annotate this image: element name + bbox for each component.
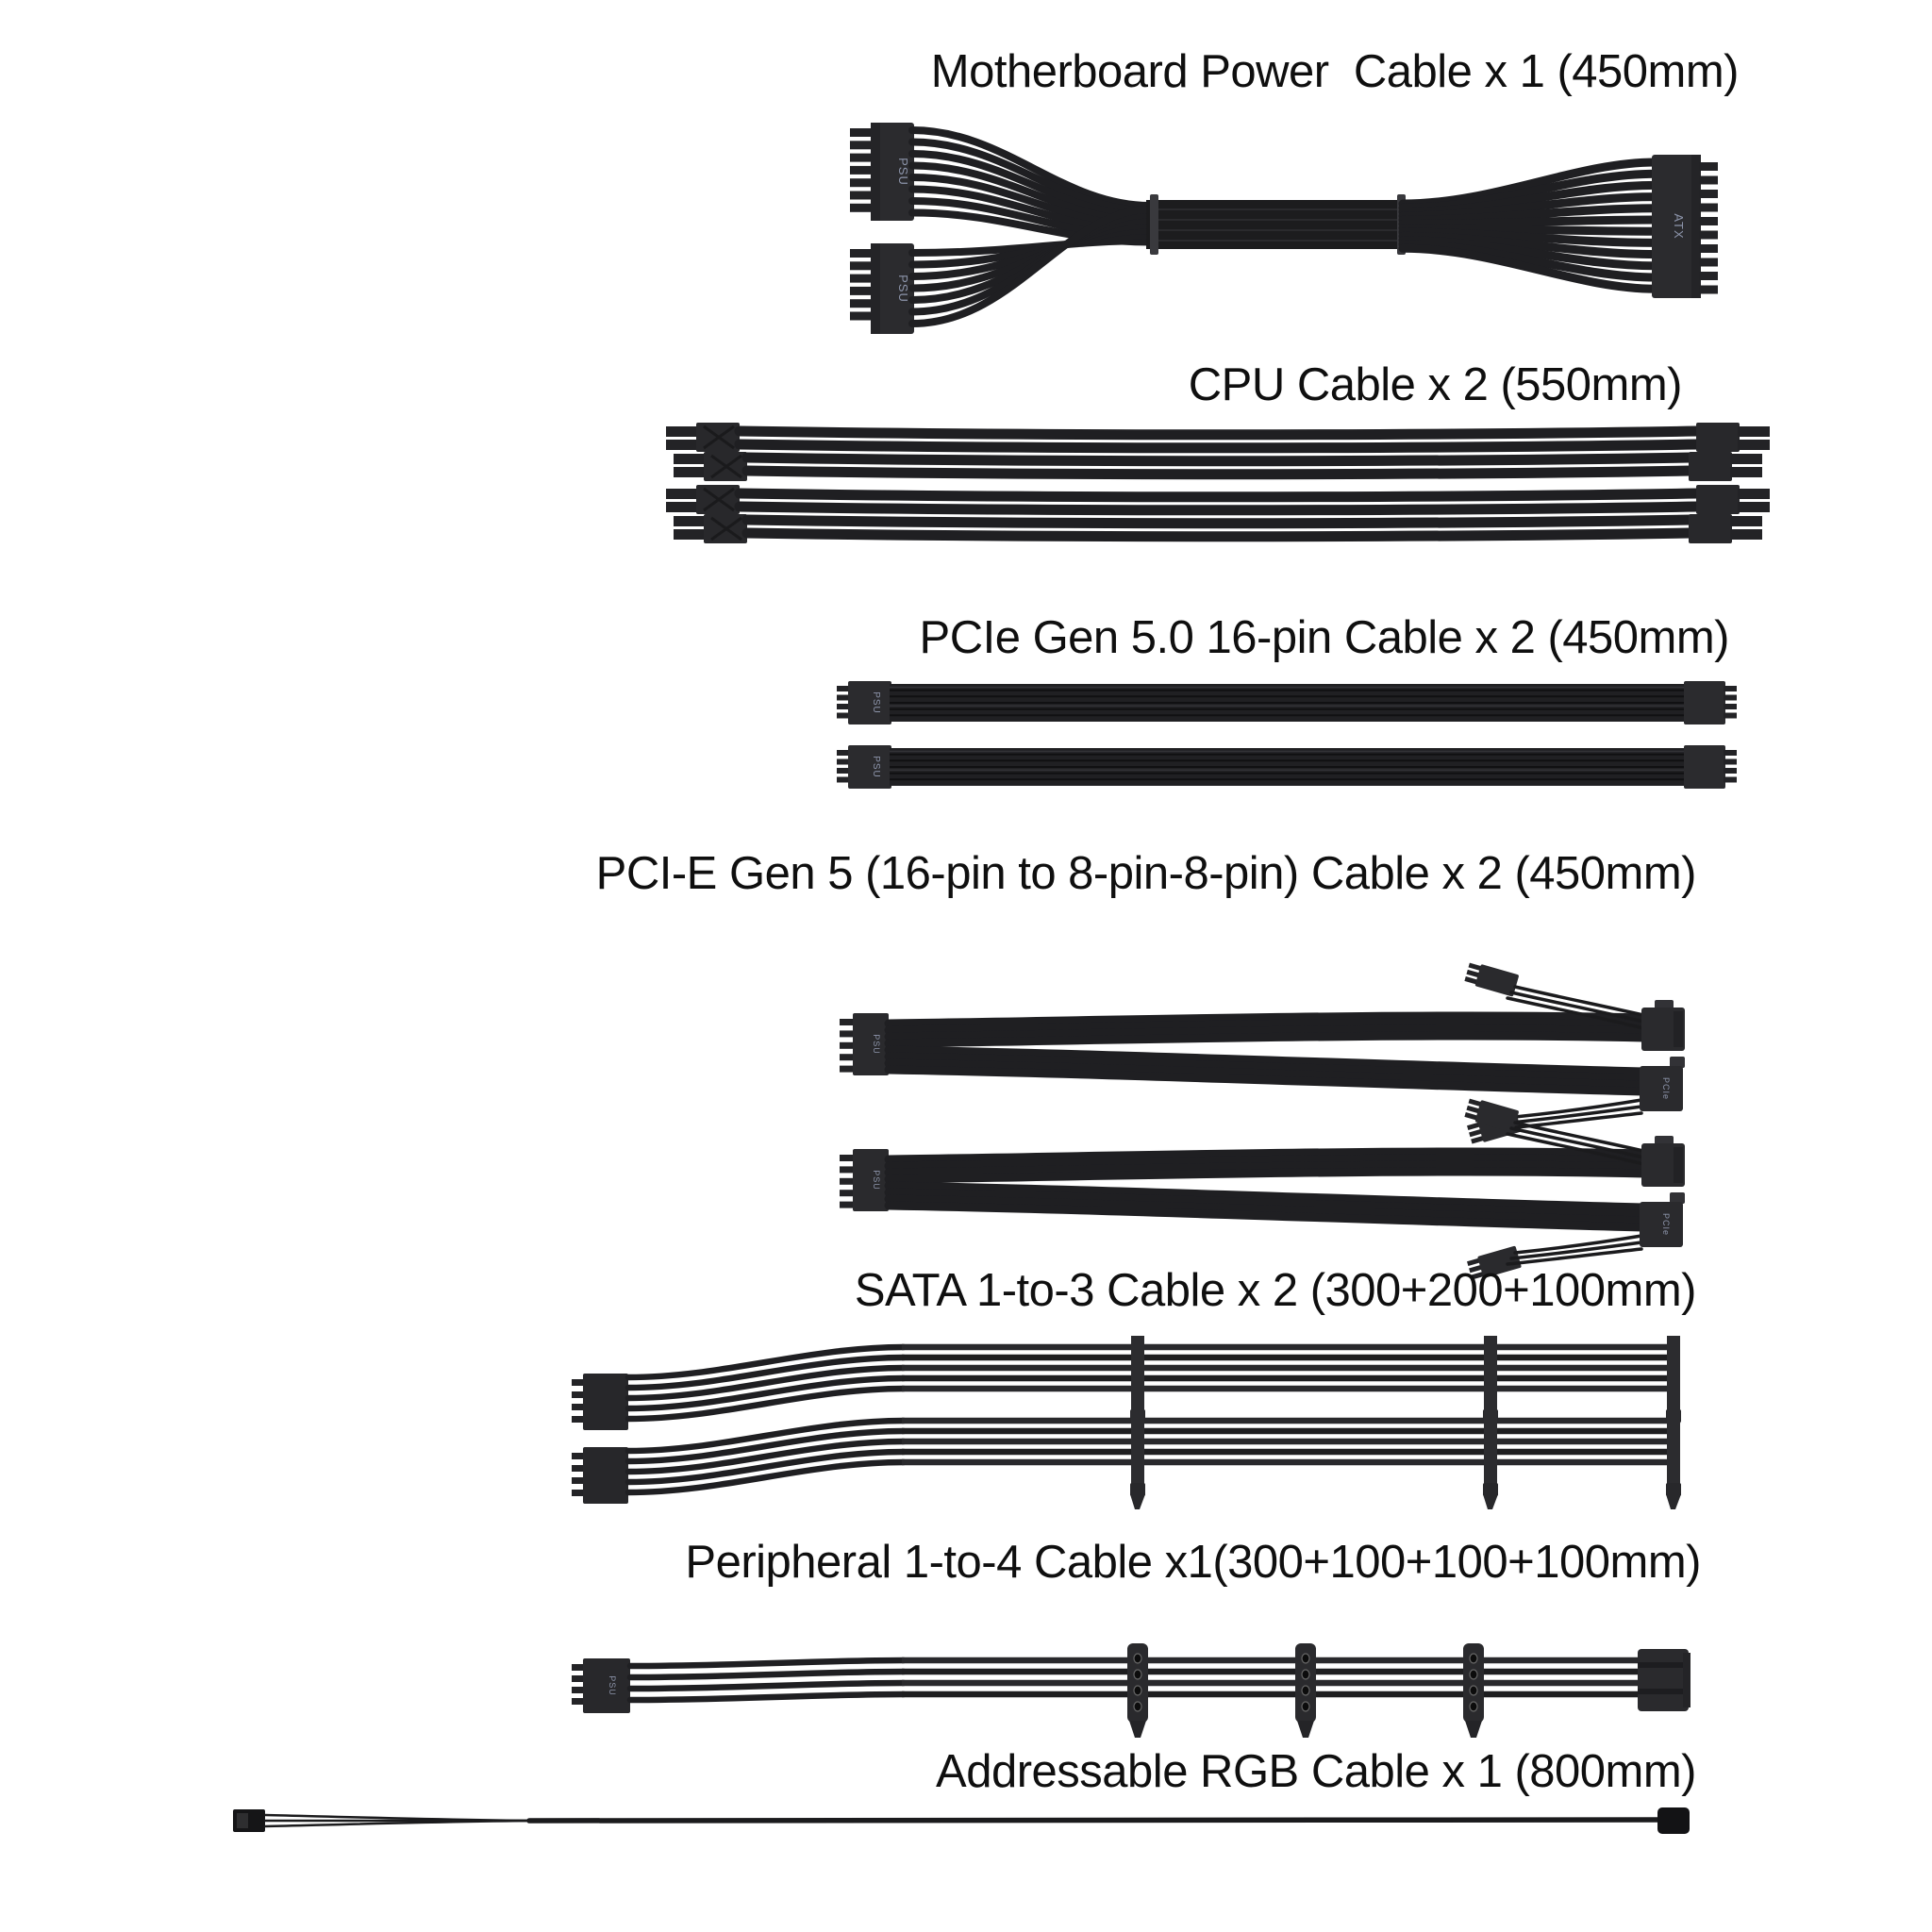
argb-connector-right (1657, 1807, 1690, 1834)
cpu-strands (740, 431, 1698, 475)
peripheral-cable-illustration (572, 1641, 1784, 1740)
argb-connector-left (233, 1809, 265, 1832)
section-title-cpu: CPU Cable x 2 (550mm) (1188, 359, 1682, 410)
section-title-peripheral: Peripheral 1-to-4 Cable x1(300+100+100+100mm) (685, 1537, 1701, 1588)
motherboard-cable-illustration (835, 115, 1731, 346)
pcie-16pin-cable-illustration-2 (835, 745, 1739, 789)
pcie-connector-left (837, 681, 891, 724)
pcie-ribbon (890, 684, 1686, 722)
splitter-lower-bundle (889, 1186, 1643, 1227)
pcie-connector-right (1684, 745, 1737, 789)
peripheral-fan-wires (630, 1660, 904, 1700)
splitter-connector-a (1641, 1000, 1685, 1051)
cpu-strands (740, 493, 1698, 537)
sata-connector-1 (1130, 1409, 1145, 1509)
peripheral-end-connector (1638, 1649, 1690, 1711)
section-title-pcie-16pin: PCIe Gen 5.0 16-pin Cable x 2 (450mm) (919, 612, 1729, 663)
pcie-16pin-cable-illustration-1 (835, 681, 1739, 724)
cpu-connector-right (1689, 485, 1770, 543)
sata-band (902, 1347, 1677, 1389)
argb-cable-illustration (229, 1802, 1701, 1840)
pcie-label: PCIe (1661, 1076, 1671, 1101)
splitter-upper-bundle (889, 1016, 1645, 1043)
pcie-connector-right (1684, 681, 1737, 724)
sata-connector-3 (1666, 1409, 1681, 1509)
mb-atx-connector (1652, 155, 1718, 298)
psu-label: PSU (896, 275, 910, 303)
splitter-upper-bundle (889, 1152, 1645, 1179)
psu-label: PSU (608, 1675, 617, 1696)
pcie-connector-left (837, 745, 891, 789)
sata-fan-wires (628, 1347, 904, 1419)
molex-connector-3 (1463, 1643, 1484, 1738)
section-title-pcie-splitter: PCI-E Gen 5 (16-pin to 8-pin-8-pin) Cable x 2 (450mm) (595, 848, 1696, 899)
pcie-label: PCIe (1661, 1212, 1671, 1237)
mb-psu-connector-bottom (850, 243, 914, 334)
cpu-connector-right (1689, 423, 1770, 481)
sata-cable-illustration-2 (572, 1409, 1784, 1515)
section-title-motherboard: Motherboard Power Cable x 1 (450mm) (930, 46, 1739, 97)
cable-comb (1150, 194, 1158, 255)
argb-main-wire (529, 1820, 1659, 1821)
sata-psu-connector (572, 1447, 628, 1504)
psu-label: PSU (871, 691, 881, 714)
section-title-sata: SATA 1-to-3 Cable x 2 (300+200+100mm) (854, 1265, 1696, 1316)
cpu-cable-illustration-1 (662, 423, 1775, 481)
splitter-psu-connector (840, 1149, 889, 1211)
peripheral-band (902, 1660, 1641, 1694)
splitter-psu-connector (840, 1013, 889, 1075)
peripheral-psu-connector (572, 1658, 630, 1713)
mb-psu-connector-top (850, 123, 914, 221)
cpu-cable-illustration-2 (662, 485, 1775, 543)
atx-label: ATX (1672, 213, 1686, 240)
psu-label: PSU (896, 158, 910, 186)
sata-fan-wires (628, 1421, 904, 1492)
psu-label: PSU (871, 756, 881, 778)
mb-wires-right-fan (1403, 162, 1656, 289)
argb-lead-wires (265, 1815, 531, 1826)
splitter-pcie-connector (1640, 1192, 1685, 1247)
pcie-ribbon (890, 748, 1686, 786)
sata-band (902, 1421, 1677, 1462)
psu-label: PSU (872, 1170, 881, 1191)
splitter-connector-a (1641, 1136, 1685, 1187)
molex-connector-2 (1295, 1643, 1316, 1738)
psu-label: PSU (872, 1034, 881, 1055)
molex-connector-1 (1127, 1643, 1148, 1738)
mb-middle-bundle (1146, 194, 1407, 255)
sata-connector-2 (1483, 1409, 1498, 1509)
section-title-argb: Addressable RGB Cable x 1 (800mm) (936, 1746, 1696, 1797)
